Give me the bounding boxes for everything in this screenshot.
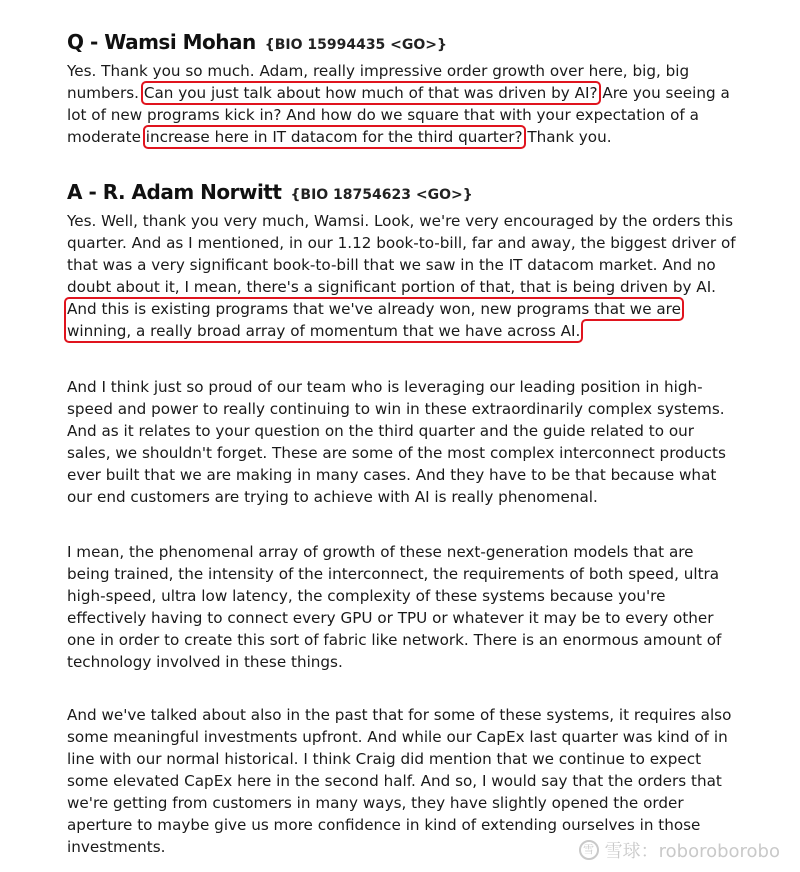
highlight-box-programs: And this is existing programs that we've already won, new programs that we are winning, a really broad array of momentum that we have across AI. (67, 300, 681, 340)
answer-paragraph-3: I mean, the phenomenal array of growth of these next-generation models that are being trained, the intensity of the interconnect, the requirements of both speed, ultra high-speed, ultra low latency, the complexity of these systems because you're effectively having to connect every GPU or TPU or whatever it may be to every other one in order to create this sort of fabric like network. There is an enormous amount of technology involved in these things. (67, 543, 722, 671)
speaker-name: Q - Wamsi Mohan (67, 30, 256, 54)
question-text-part: Are you seeing a lot of new programs kick in? And how do we square that with your expectation of a moderate (67, 84, 730, 146)
question-text (67, 60, 737, 148)
question-speaker-heading (67, 30, 737, 60)
watermark (579, 837, 780, 863)
answer-text-part: Yes. Well, thank you very much, Wamsi. Look, we're very encouraged by the orders this quarter. And as I mentioned, in our 1.12 book-to-bill, far and away, the biggest driver of that was a very significant book-to-bill that we saw in the IT datacom market. And no doubt about it, I mean, there's a significant portion of that, that is being driven by AI. (67, 212, 736, 296)
highlight-box-ai-question: Can you just talk about how much of that was driven by AI? (143, 84, 598, 102)
answer-paragraph-2: And I think just so proud of our team who is leveraging our leading position in high-speed and power to really continuing to win in these extraordinarily complex systems. And as it relates to your question on the third quarter and the guide related to our sales, we shouldn't forget. These are some of the most complex interconnect products ever built that we are making in many cases. And they have to be that because what our end customers are trying to achieve with AI is really phenomenal. (67, 378, 726, 506)
watermark-text: 雪球：roboroborobo (604, 841, 780, 862)
question-block (67, 30, 737, 148)
answer-paragraph-2-block (67, 376, 737, 508)
answer-paragraph-4-block (67, 704, 737, 858)
question-text-part: Yes. Thank you so much. Adam, really impressive order growth over here, big, big numbers. (67, 62, 690, 102)
answer-paragraph-1 (67, 210, 737, 342)
answer-paragraph-4: And we've talked about also in the past that for some of these systems, it requires also some meaningful investments upfront. And while our CapEx last quarter was kind of in line with our normal historical. I think Craig did mention that we continue to expect some elevated CapEx here in the second half. And so, I would say that the orders that we're getting from customers in many ways, they have slightly opened the order aperture to maybe give us more confidence in kind of extending ourselves in those investments. (67, 706, 732, 856)
answer-speaker-heading (67, 180, 737, 210)
snowball-logo-icon: 雪 (579, 840, 599, 860)
speaker-bio-link[interactable]: {BIO 15994435 <GO>} (264, 37, 447, 53)
speaker-name: A - R. Adam Norwitt (67, 180, 282, 204)
answer-block (67, 180, 737, 342)
question-text-part: Thank you. (527, 128, 612, 146)
highlight-box-datacom-question: increase here in IT datacom for the third quarter? (145, 128, 523, 146)
answer-paragraph-3-block (67, 541, 737, 673)
speaker-bio-link[interactable]: {BIO 18754623 <GO>} (290, 187, 473, 203)
